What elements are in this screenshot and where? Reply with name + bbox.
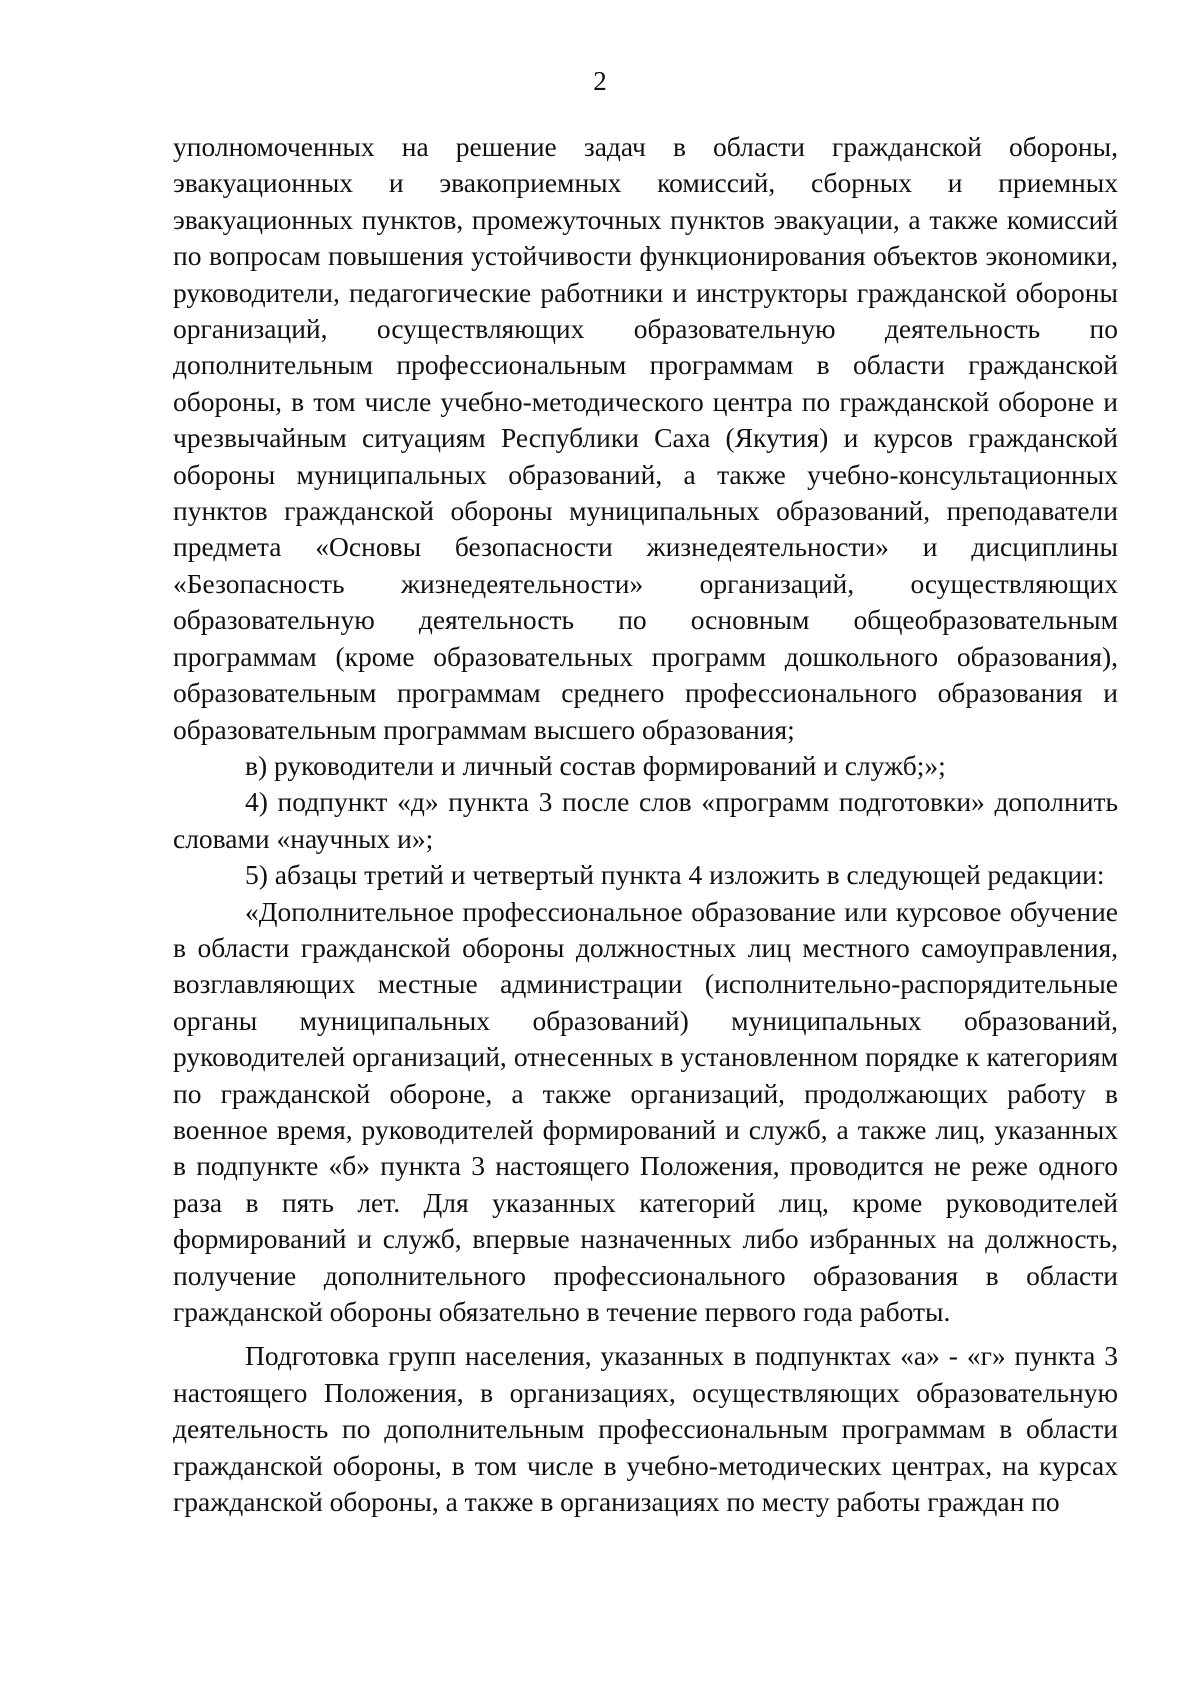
paragraph-training-groups: Подготовка групп населения, указанных в подпунктах «а» - «г» пункта 3 настоящего Положения, в организациях, осуществляющих образовательную деятельность по дополнительным профессиональным программам в области гражданской обороны, в том числе в учебно-методических центрах, на курсах гражданской обороны, а также в организациях по месту работы граждан по [173, 1340, 1118, 1518]
page-number: 2 [593, 66, 607, 96]
paragraph-item-5: 5) абзацы третий и четвертый пункта 4 изложить в следующей редакции: [245, 859, 1105, 891]
paragraph-item-v: в) руководители и личный состав формирований и служб;»; [245, 749, 946, 781]
paragraph-item-4: 4) подпункт «д» пункта 3 после слов «программ подготовки» дополнить словами «научных и»; [173, 786, 1118, 854]
paragraph-continuation: уполномоченных на решение задач в области гражданской обороны, эвакуационных и эвакоприемных комиссий, сборных и приемных эвакуационных пунктов, промежуточных пунктов эвакуации, а также комиссий по вопросам повышения устойчивости функционирования объектов экономики, руководители, педагогические работники и инструкторы гражданской обороны организаций, осуществляющих образовательную деятельность по дополнительным профессиональным программам в области гражданской обороны, в том числе учебно-методического центра по гражданской обороне и чрезвычайным ситуациям Республики Саха (Якутия) и курсов гражданской обороны муниципальных образований, а также учебно-консультационных пунктов гражданской обороны муниципальных образований, преподаватели предмета «Основы безопасности жизнедеятельности» и дисциплины «Безопасность жизнедеятельности» организаций, осуществляющих образовательную деятельность по основным общеобразовательным программам (кроме образовательных программ дошкольного образования), образовательным программам среднего профессионального образования и образовательным программам высшего образования; [173, 131, 1118, 745]
paragraph-quoted-text: «Дополнительное профессиональное образование или курсовое обучение в области гражданской обороны должностных лиц местного самоуправления, возглавляющих местные администрации (исполнительно-распорядительные органы муниципальных образований) муниципальных образований, руководителей организаций, отнесенных в установленном порядке к категориям по гражданской обороне, а также организаций, продолжающих работу в военное время, руководителей формирований и служб, а также лиц, указанных в подпункте «б» пункта 3 настоящего Положения, проводится не реже одного раза в пять лет. Для указанных категорий лиц, кроме руководителей формирований и служб, впервые назначенных либо избранных на должность, получение дополнительного профессионального образования в области гражданской обороны обязательно в течение первого года работы. [173, 895, 1118, 1327]
document-body [173, 129, 1118, 1520]
